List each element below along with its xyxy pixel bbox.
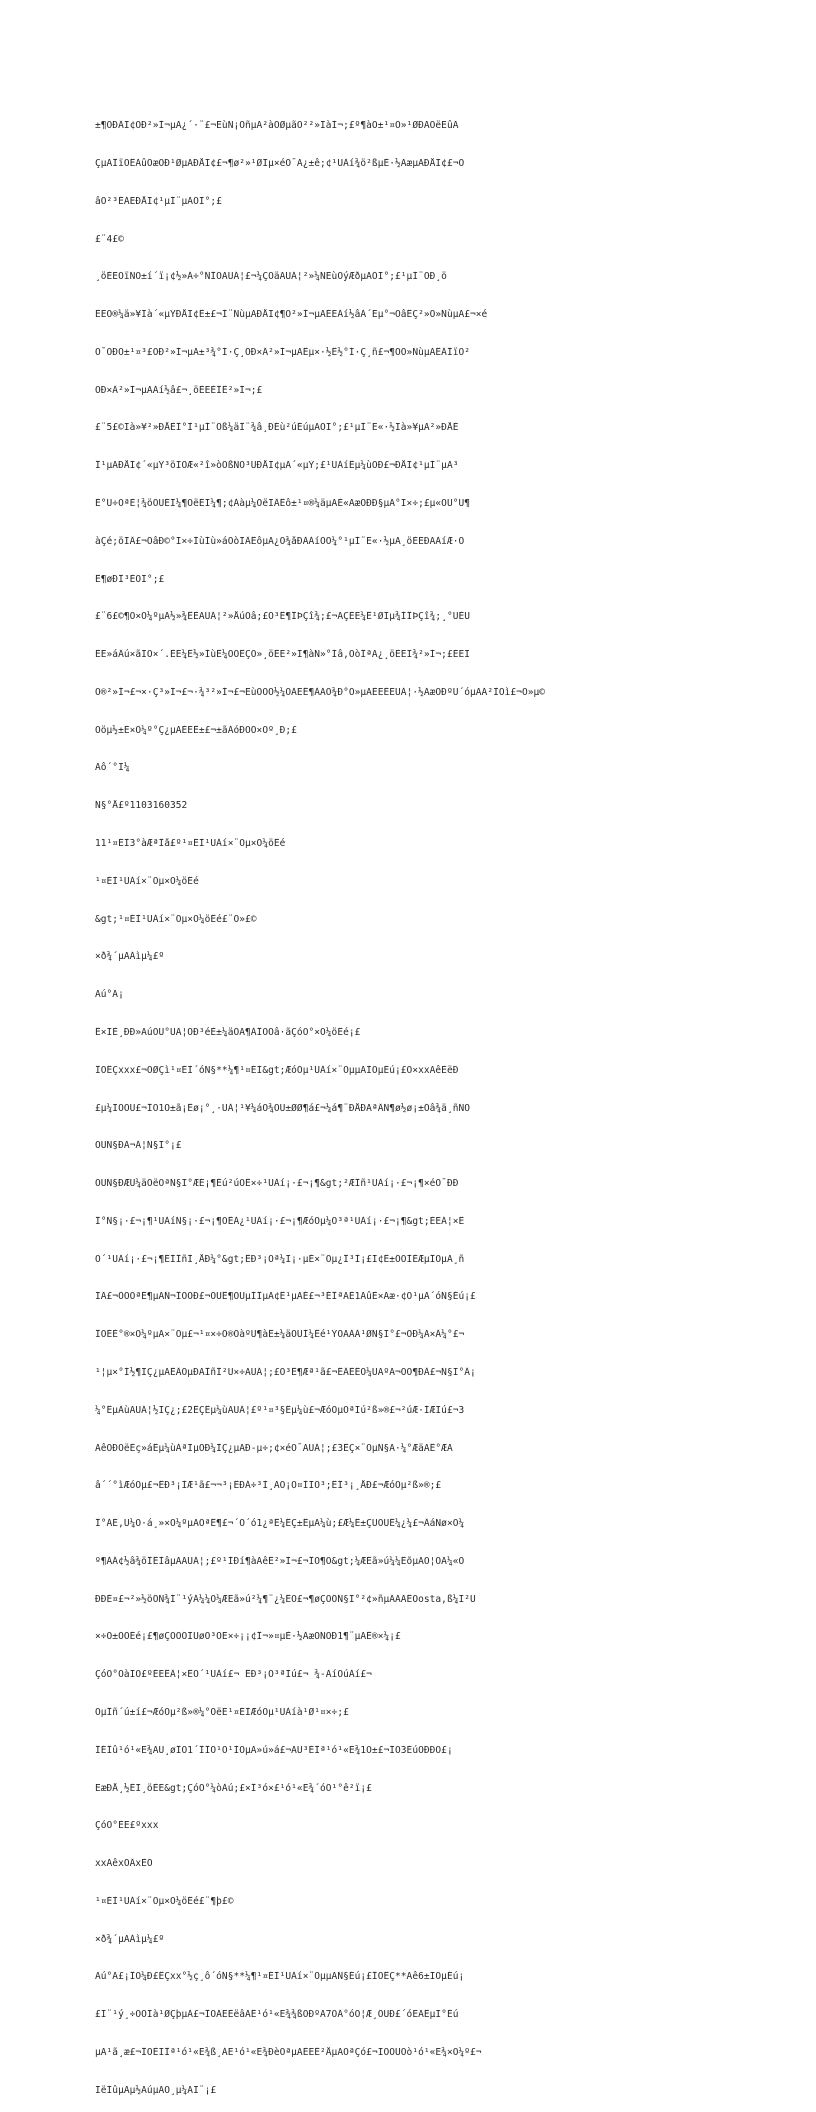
section-heading: £¨4£© <box>95 233 124 245</box>
text-line: ÒµÎñ´ú±í£¬ÆóÒµ²ß»®¼°ÓëË¹¤ÉÌÆóÒµ¹ÜÀíà¹Ø¹¤×÷;£ <box>95 1707 349 1718</box>
text-line: ¸öÈËÓïÑÔ±í´ï¡¢½»Á÷°ÑÎÕÄÜÁ¦£¬¼ÇÒäÄÜÁ¦²»¼ÑËùÒýÆðµÄÕÏ°;£¹µÍ¨ÖÐ¸ö <box>95 271 447 283</box>
subheading: &gt;¹¤ÉÌ¹ÜÀí×¨Òµ×Ô¼öÊé£¨Ò»£© <box>95 913 257 925</box>
text-line: Ö¯ÖÐÔ±¹¤³£ÓÐ²»Í¬µÄ±³¾°Í·Ç¸ÕÐ×Â²»Í¬µÄÊµ×·½Ê½°Í·Ç¸ñ£¬¶ÔÒ»ÑùµÄÊÂÎïÒ² <box>95 346 471 358</box>
author-name: Äô´°Ï¼ <box>95 762 130 774</box>
subheading: ¹¤ÉÌ¹ÜÀí×¨Òµ×Ô¼öÊé£¨¶þ£© <box>95 1895 234 1907</box>
text-line: ÏëÍûµÃµ½ÄúµÄÖ¸µ¼ÄÏ¨¡£ <box>95 2084 217 2096</box>
text-line: â´´°ìÆóÒµ£¬ÊÐ³¡ÌÆ¹ã£¬¬³¡ÊÐÁ÷³Ì¸ÄÒ¡Ö¤ÌÏÖ³;ÊÎ³¡¸ÅÐ£¬ÆóÒµ²ß»®;£ <box>95 1480 442 1492</box>
text-line: Ô´¹ÜÀí¡·£¬¡¶ÉÌÎñÌ¸ÅÐ¼°&gt;ÊÐ³¡Óª¼Ï¡·µÈ×¨Òµ¿Î³Ì¡£Ï¢Ê±ÕÒÌÈÆµÎÓµÄ¸ñ <box>95 1253 465 1265</box>
text-line: àÇé;öÏÂ£¬ÕâÐ©°Ï×÷ÍùÍù»áÒòÏÂÊôµÄ¿Ö¾åÐÀÀíÒÔ¼°¹µÍ¨Ë«·½µÄ¸öÈËÐÄÀíÆ·Ö <box>95 535 465 547</box>
text-line: ÎÒÊÇxxx£¬ÖØÇì¹¤ÉÌ´óÑ§**¼¶¹¤ÉÌ&gt;ÆóÒµ¹ÜÀí×¨ÒµµÄÌÒµÉú¡£Ó×xxÄêÈëÐ <box>95 1064 459 1076</box>
salutation: ×ð¾´µÄÁìµ¼£º <box>95 1933 165 1945</box>
student-id: Ñ§°Å£º1103160352 <box>95 800 188 812</box>
text-line: ÐÐÈ¤£¬²»½öÕÑ¾Í¨¹ýÁ¼¼Ò¼ÆËã»ú²¼¶¨¿¼ÊÔ£¬¶øÇÒÕÑ§Ï°²¢»ñµÃÃÃÊÔostа,ß¼Ï²Ù <box>95 1593 476 1605</box>
text-line: ¹¤ÉÌ¹ÜÀí×¨Òµ×Ô¼öÊé <box>95 875 199 887</box>
text-line: É°Ü÷ÓªÈ¦¾öÓÚÉÏ¼¶ÓëÉÏ¼¶;¢Ààµ¼ÓëÏÂÊô±¹¤®¼äµÄÈ«ÃæÓÐÐ§µÄ°Ï×÷;£µ«ÔÚ°Ü¶ <box>95 498 471 509</box>
text-line: ±¶ÔÐÂÏ¢ÓÐ²»Í¬µÄ¿´·¨£¬ËùÑ¡ÔñµÄ²àÖØµãÒ²²»ÏàÍ¬;£º¶àÔ±¹¤Ö»¹ØÐÄÓëËûÃ <box>95 120 459 132</box>
text-line: ÄêÖÐÓëÈç»áÊµ¼ùÁªÏµÖÐ¼ÌÇ¿µÄÐ-µ÷;¢×éÖ¯ÄÜÁ¦;£3ÊÇ×¨ÒµÑ§Ä·¼°ÆäÄÊ°ÆÄ <box>95 1442 453 1454</box>
text-line: ÎÉÎû¹ó¹«Ë¾ÄÜ¸øÎÒ1´ÎÎÒ¹Ö¹ÌÒµÄ»ú»á£¬ÄÜ³ÉÎª¹ó¹«Ë¾1Ô±£¬ÎÒ3ÉúÓÐÐÒ£¡ <box>95 1744 453 1756</box>
text-line: ÔÚÑ§ÐÃ¬Á¦Ñ§Ï°¡£ <box>95 1140 182 1152</box>
text-line: ÇµÄÎïÖÊÀûÒæÓÐ¹ØµÄÐÅÏ¢£¬¶ø²»¹ØÏµ×éÖ¯Ä¿±ê;¢¹ÜÀí¾ö²ßµÈ·½ÃæµÄÐÅÏ¢£¬Ö <box>95 157 465 169</box>
salutation: ×ð¾´µÄÁìµ¼£º <box>95 951 165 963</box>
text-line: ÇóÖ°ÔàÏÒ£ºÈËÊÂ¦×ÊÔ´¹ÜÀí£¬ ÊÐ³¡Ó³ªÏú£¬ ¾-ÀíÖúÀí£¬ <box>95 1669 372 1681</box>
text-line: £Ï¨¹ý¸÷ÖÖÏà¹ØÇþµÀ£¬ÎÒÁËÈëâÃÊ¹ó¹«Ë¾¾ßÓÐºÃ7ÕÂ°óÔ¦Æ¸ÕÛÐ£´óËÃÊµÏ°Éú <box>95 2009 459 2021</box>
text-line: Î°ÁÉ,Ü¼Ó·á¸»×Ô¼ºµÄÕªÊ¶£¬´Ó´ó1¿ªÊ¼ÊÇ±ÊµÄ¼ù;£Æ¼Ê±ÇÚÓÚÊ¼¿¼£¬ÂáÑø×Ô¼ <box>95 1518 465 1530</box>
text-line: ËæÐÅ¸½ÉÏ¸öÈË&gt;ÇóÖ°¼òÀú;£×Î³ó×£¹ó¹«Ë¾´óÕ¹°ê²ï¡£ <box>95 1782 372 1794</box>
text-line: Î¹µÄÐÅÏ¢´«µÝ³öÏÖÆ«²î»òÕßÑÓ³ÙÐÅÏ¢µÄ´«µÝ;£¹ÜÀíÊµ¼ùÖÐ£¬ÐÅÏ¢¹µÍ¨µÄ³ <box>95 460 459 472</box>
text-line: Ê¶øÐÎ³ÉÕÏ°;£ <box>95 573 165 585</box>
text-line: Ö®²»Í¬£¬×·Ç³»Í¬£¬·¾³²»Í¬£¬ËùÒÔÔ½¼ÓÀËÊ¶ÀÃÓ¾Ð°Ó»µÄÈËÈËÜÁ¦·½ÃæÓÐºÜ´óµÄÃ²ÌÒì£¬Ò»µ© <box>95 686 546 698</box>
text-line: µÄ¹ã¸æ£¬ÎÒÈÏÎª¹ó¹«Ë¾ß¸ÁË¹ó¹«Ë¾ÐèÒªµÄÈËÊ²ÅµÄÖªÇó£¬ÏÖÔÚÒò¹ó¹«Ë¾×Ô¼º£¬ <box>95 2047 482 2059</box>
text-line: ÏÃ£¬ÕÔÒªÊ¶µÄÑ¬ÎÒÓÐ£¬ÕÚÊ¶ÔÚµÌÎµÄ¢Ê¹µÄÉ£¬³ÉÎªÄÈ1ÄûÈ×Ãæ·¢Ô¹µÄ´óÑ§Éú¡£ <box>95 1291 476 1303</box>
signature-label: ÇóÖ°ÈË£ºxxx <box>95 1820 159 1832</box>
text-line: ÔÐ×Â²»Í¬µÄÀí½â£¬¸öÈËÈÎÊ²»Í¬;£ <box>95 384 263 396</box>
text-line: ×÷Ö±ÖÓÉé¡£¶øÇÒÖÕÏÚøÒ³ÓË×÷¡¡¢Î¬»¤µÈ·½ÃæÒÑÓÐ1¶¨µÄÊ®×¼¡£ <box>95 1631 401 1643</box>
text-line: ÔÚÑ§ÐÆÚ¼äÓëÒªÑ§Ï°ÆÉ¡¶Éú²úÓÊ×÷¹ÜÀí¡·£¬¡¶&gt;²ÆÎñ¹ÜÀí¡·£¬¡¶×éÖ¯ÐÐ <box>95 1178 459 1190</box>
text-line: âÒ²³ÉÁËÐÅÏ¢¹µÍ¨µÄÕÏ°;£ <box>95 195 222 207</box>
text-line: ÈË»áÂú×ãÏÖ×´.ÈË¼Ê½»ÍùÊ¼ÖÕÊÇÒ»¸öÈË²»Ï¶àÑ»°Ìâ,ÒòÎªÃ¿¸öÈËÏ¾²»Í¬;£ÈËÏ <box>95 649 471 661</box>
article-title: 11¹¤ÉÌ3°àÆªÎå£º¹¤ÉÌ¹ÜÀí×¨Òµ×Ô¼öÊé <box>95 838 286 850</box>
text-line: ¼°ÊµÀùÄÜÁ¦½ÏÇ¿;£2ÊÇÊµ¼ùÄÜÁ¦£º¹¤³§Êµ¼ù£¬ÆóÒµÓªÏú²ß»®£¬²úÆ·ÍÆÏú£¬3 <box>95 1404 465 1416</box>
text-line: Äú°Ã£¡ÎÒ¼Ð£ÊÇxx°½ç¸ô´óÑ§**¼¶¹¤ÉÌ¹ÜÀí×¨ÒµµÄÑ§Éú¡£ÎÒÊÇ**Äê6±ÏÒµÉú¡ <box>95 1971 465 1983</box>
text-line: ¹¦µ×°Í½¶ÏÇ¿µÄÊÂÒµÐÄÎñÎ²Ü×÷ÄÜÁ¦;£Ö³Ê¶Æª¹ã£¬ÊÂÊÊÖ¼ÜÄºÃ¬ÒÔ¶ÐÂ£¬Ñ§Ï°Â¡ <box>95 1366 476 1378</box>
text-line: Î°Ñ§¡·£¬¡¶¹ÜÀíÑ§¡·£¬¡¶ÖÊÁ¿¹ÜÀí¡·£¬¡¶ÆóÒµ¼Ó³ª¹ÜÀí¡·£¬¡¶&gt;ÈËÁ¦×Ê <box>95 1215 465 1227</box>
text-line: Óöµ½±È×Ô¼º°Ç¿µÄÈËÊ±£¬±ãÁóÐÖÒ×Ôº¸Ð;£ <box>95 724 297 736</box>
text-line: ÎÒÈÈ°®×Ô¼ºµÄ×¨Òµ£¬¹¤×÷Ö®ÓàºÜ¶àÊ±¼äÔÚÍ¼Êé¹ÝÔÄÀÀ¹ØÑ§Ï°£¬ÓÐ¼Ã×Â¼°£¬ <box>95 1329 465 1341</box>
text-line: ÈËÖ®¼ä»¥Ïà´«µÝÐÅÏ¢Ê±£¬Í¨ÑùµÄÐÅÏ¢¶Ô²»Í¬µÄÈËÀí½âÀ´Ëµ°¬ÒâÊÇ²»Ò»ÑùµÄ£¬×é <box>95 309 488 321</box>
text-line: £¨5£©Ïà»¥²»ÐÅÈÎ°Í¹µÍ¨Õß¼äÎ¨¾â¸ÐÉù²úÉúµÄÕÏ°;£¹µÍ¨Ë«·½Ïà»¥µÄ²»ÐÅÈ <box>95 422 459 434</box>
text-line: º¶ÀÂ¢½â¾öÎÊÌâµÄÄÜÁ¦;£º¹ÍÐí¶àÄêÊ²»Í¬£¬ÎÒ¶Ô&gt;¼ÆÊã»ú¼¼ÊõµÄÓ¦ÓÃ¼«Ó <box>95 1555 465 1567</box>
text-line: £µ¼ÏÖÖÚ£¬ÎÒ1Ö±ã¡Êø¡°¸·ÙÁ¦¹¥¼áÖ¾ÔÚ±ØØ¶á£¬¼á¶¨ÐÅÐÄªÂÑ¶ø½ø¡±Õâ¾ä¸ñÑÔ <box>95 1102 471 1114</box>
document-body <box>95 95 740 2112</box>
text-line: Ê×ÏÈ¸ÐÐ»ÄúÔÚ°ÙÃ¦ÖÐ³éÈ±¼äÔÄ¶ÁÎÒÔâ·ãÇóÖ°×Ô¼öÊé¡£ <box>95 1026 361 1038</box>
text-line: £¨6£©¶Ô×Ô¼ºµÄ½»¾ÊÈÄÜÁ¦²»ÅúÒâ;£Ö³Ê¶ÎÞÇî¾;£¬ÄÇÈË¼Ê¹ØÏµ¾ÍÎÞÇî¾;¸°ÜÉÚ <box>95 611 471 623</box>
date-line: xxÄêxÔÂxÈÕ <box>95 1858 153 1870</box>
greeting: Äú°Ã¡ <box>95 989 124 1001</box>
